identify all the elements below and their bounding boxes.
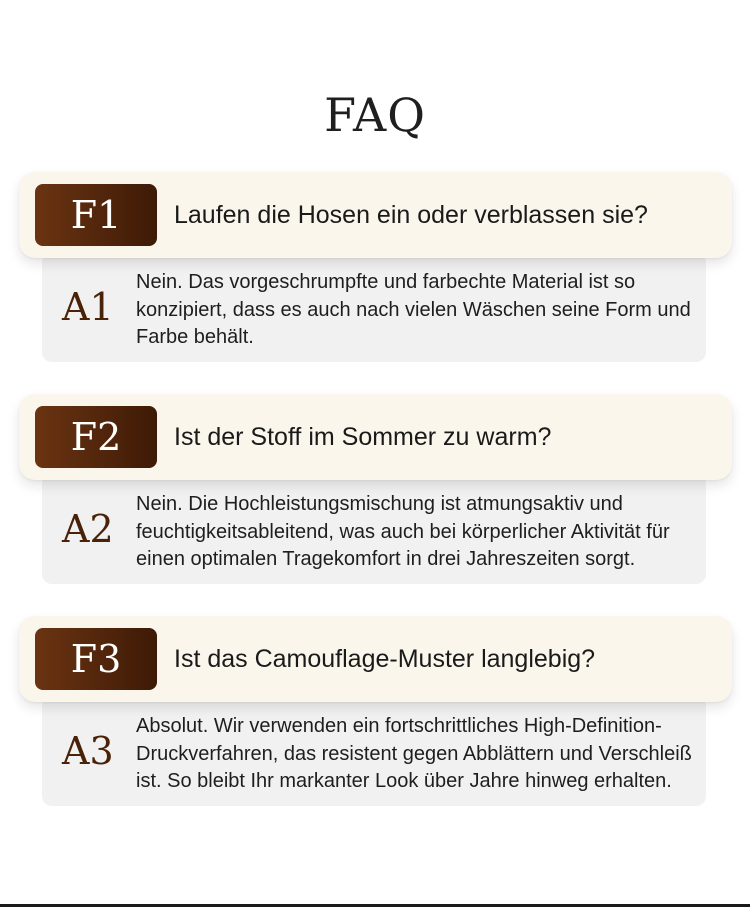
question-box[interactable]: [19, 616, 732, 702]
question-badge: F2: [35, 406, 157, 468]
answer-box: [42, 252, 706, 362]
faq-item-3: [0, 616, 750, 816]
answer-text: Nein. Die Hochleistungsmischung ist atmungsaktiv und feuchtigkeitsableitend, was auch bei körperlicher Aktivität für einen optimalen Tragekomfort in drei Jahreszeiten sorgt.: [136, 493, 670, 570]
answer-box: [42, 474, 706, 584]
question-text: Ist das Camouflage-Muster langlebig?: [174, 644, 596, 673]
question-badge: F1: [35, 184, 157, 246]
question-box[interactable]: [19, 172, 732, 258]
question-text: Laufen die Hosen ein oder verblassen sie?: [174, 200, 648, 229]
answer-label: A3: [62, 729, 114, 773]
answer-box: [42, 696, 706, 806]
question-badge: F3: [35, 628, 157, 690]
answer-label: A2: [62, 507, 114, 551]
answer-text: Absolut. Wir verwenden ein fortschrittliches High-Definition-Druckverfahren, das resistent gegen Abblättern und Verschleiß ist. So bleibt Ihr markanter Look über Jahre hinweg erhalten.: [136, 715, 692, 792]
faq-item-1: [0, 172, 750, 372]
answer-text: Nein. Das vorgeschrumpfte und farbechte Material ist so konzipiert, dass es auch nach vielen Wäschen seine Form und Farbe behält.: [136, 271, 691, 348]
answer-label: A1: [62, 285, 114, 329]
question-box[interactable]: [19, 394, 732, 480]
question-text: Ist der Stoff im Sommer zu warm?: [174, 422, 552, 451]
faq-item-2: [0, 394, 750, 594]
page-title: FAQ: [324, 88, 426, 142]
